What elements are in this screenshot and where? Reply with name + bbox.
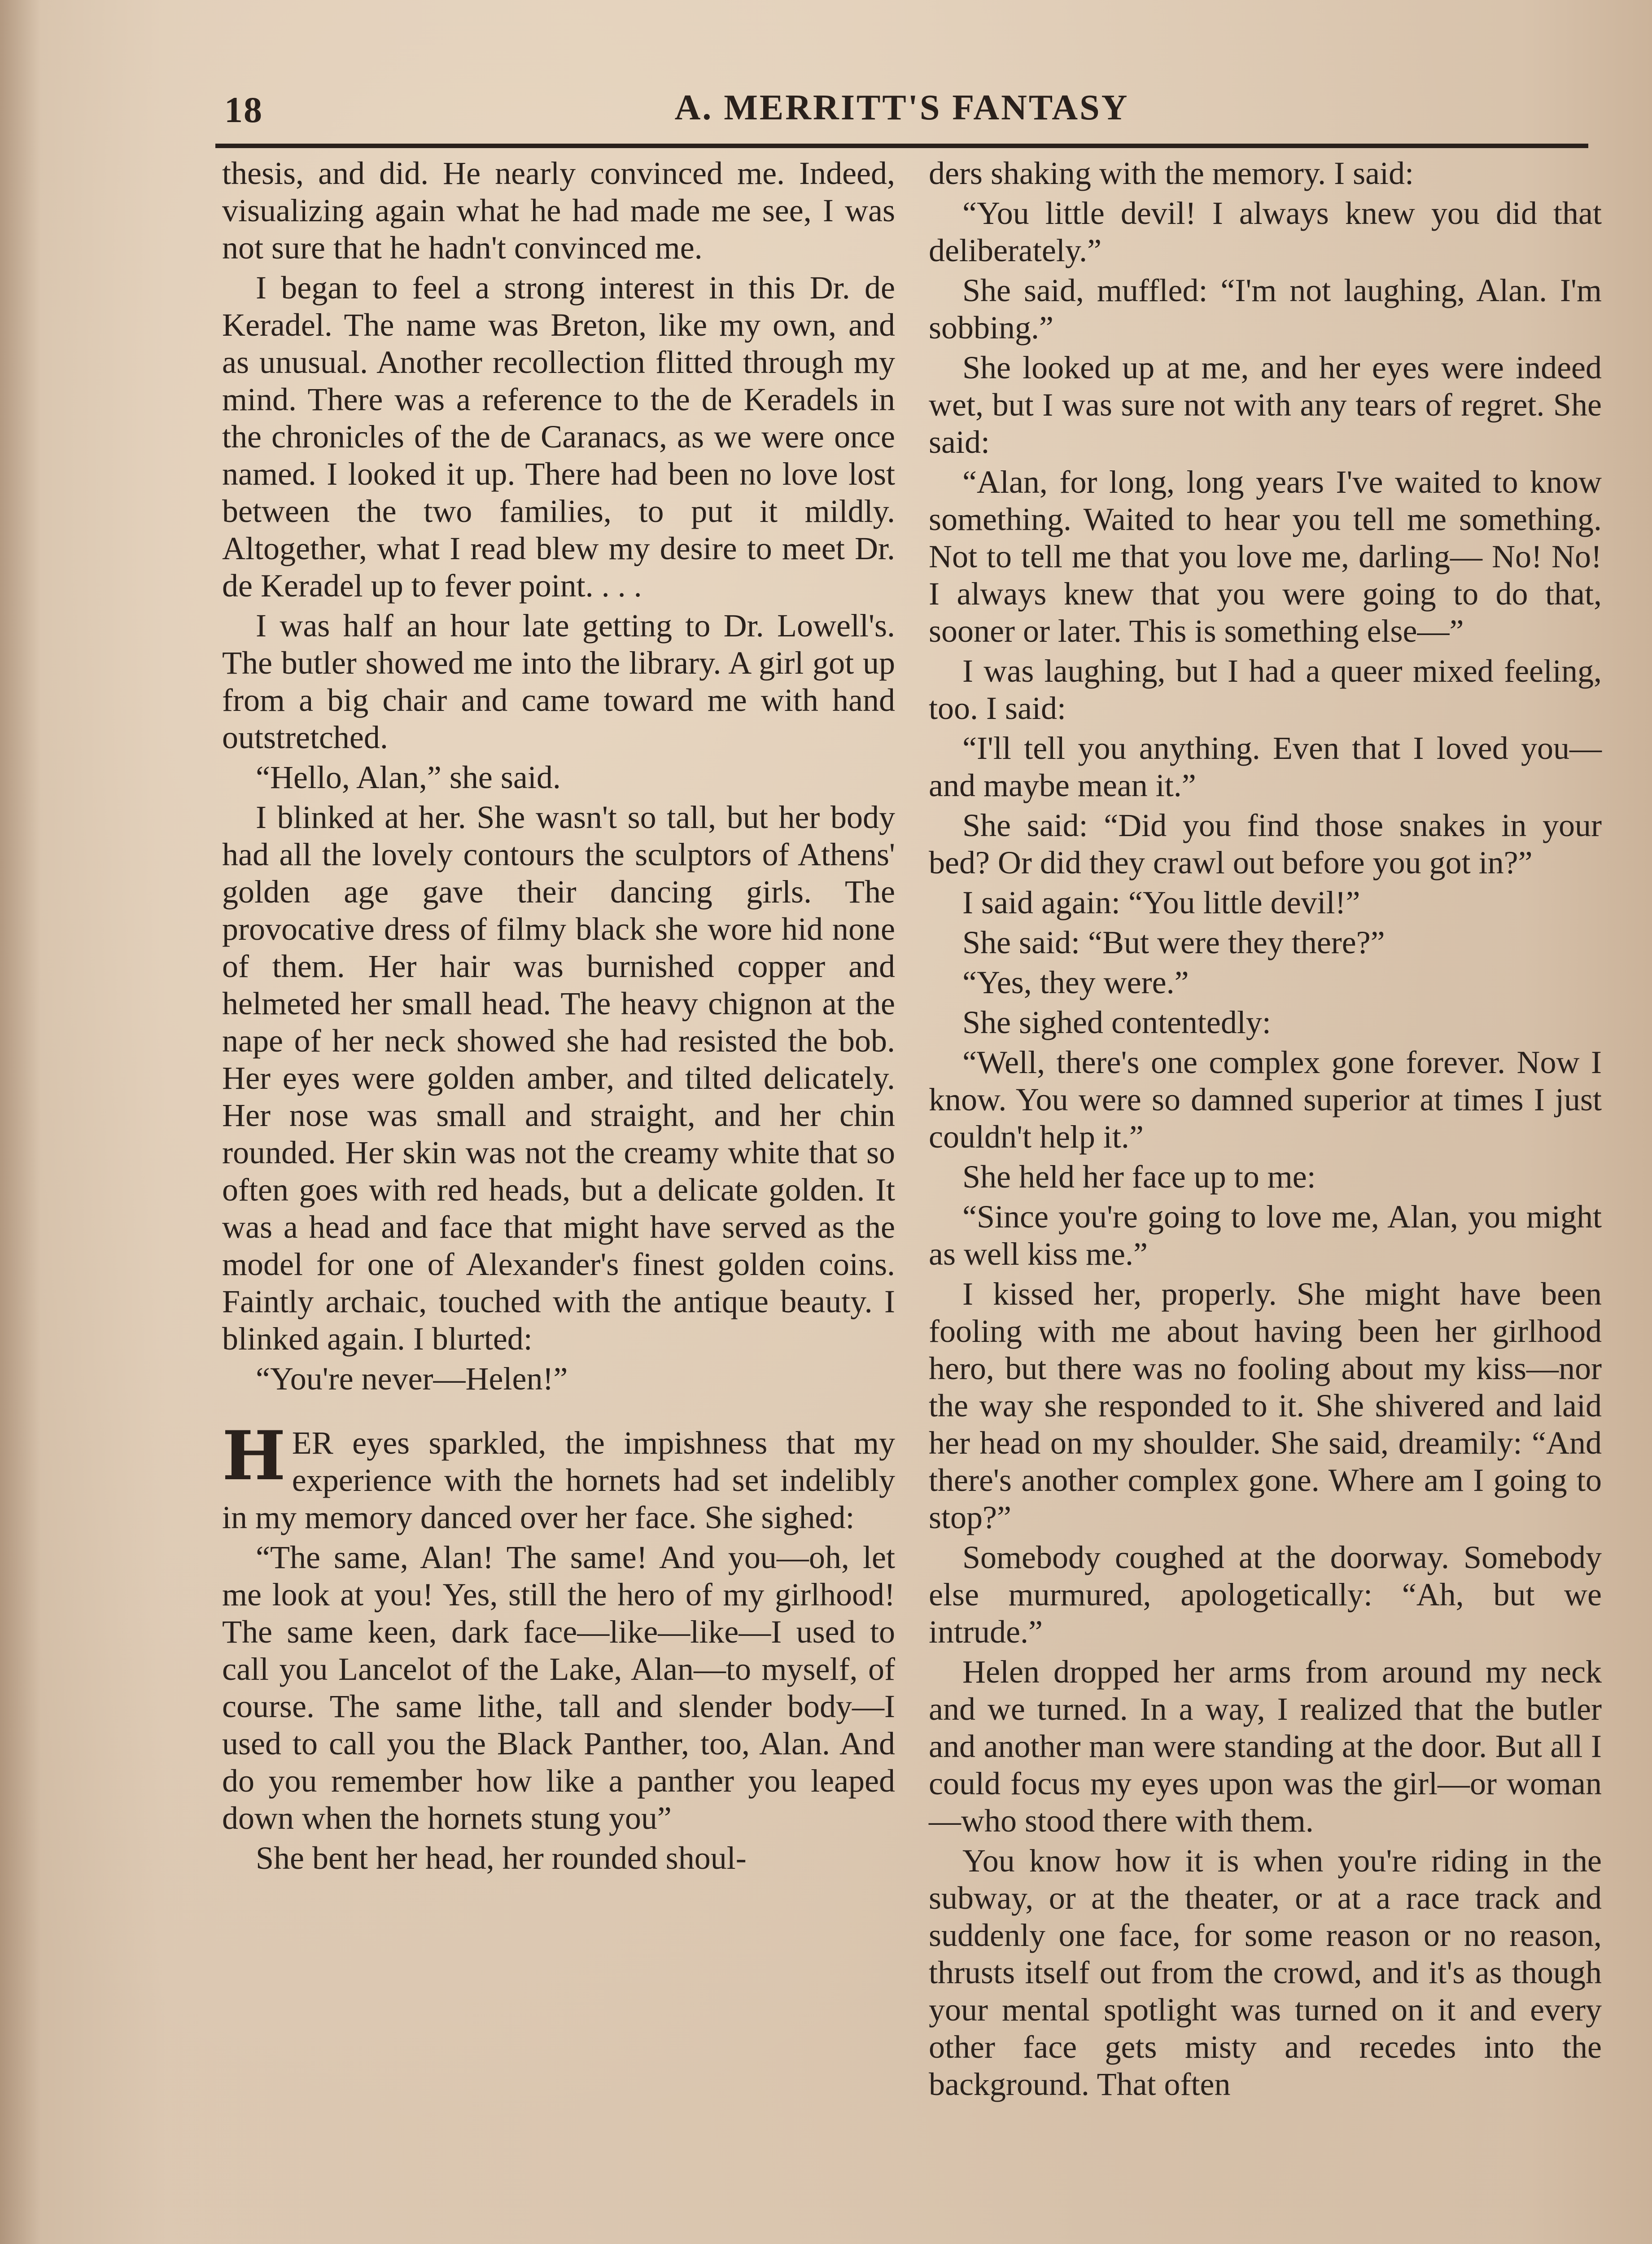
paragraph: “Yes, they were.” — [962, 964, 1189, 1000]
paragraph: “The same, Alan! The same! And you—oh, let me look at you! Yes, still the hero of my girlhood! The same keen, dark face—like—like—I used to call you Lancelot of the Lake, Alan—to myself, of course. The same lithe, tall and slender body—I used to call you the Black Panther, too, Alan. And do you remember how like a panther you leaped down when the hornets stung you” — [222, 1539, 895, 1836]
right-column — [929, 155, 1602, 2106]
paragraph: She sighed contentedly: — [962, 1004, 1271, 1040]
paragraph: I kissed her, properly. She might have been fooling with me about having been her girlhood hero, but there was no fooling about my kiss—nor the way she responded to it. She shivered and laid her head on my shoulder. She said, dreamily: “And there's another complex gone. Where am I going to stop?” — [929, 1276, 1602, 1535]
paragraph: “Alan, for long, long years I've waited to know something. Waited to hear you tell me something. Not to tell me that you love me, darling— No! No! I always knew that you were going to do that, sooner or later. This is something else—” — [929, 464, 1602, 649]
dropcap-paragraph — [222, 1416, 895, 1536]
paragraph: She held her face up to me: — [962, 1159, 1316, 1195]
paragraph: She looked up at me, and her eyes were indeed wet, but I was sure not with any tears of regret. She said: — [929, 350, 1602, 460]
paragraph: “Well, there's one complex gone forever. Now I know. You were so damned superior at times I just couldn't help it.” — [929, 1044, 1602, 1155]
page-header — [215, 85, 1588, 148]
paragraph: Somebody coughed at the doorway. Somebody else murmured, apologetically: “Ah, but we intrude.” — [929, 1539, 1602, 1650]
paragraph: “I'll tell you anything. Even that I loved you—and maybe mean it.” — [929, 730, 1602, 803]
paragraph: She bent her head, her rounded shoul- — [256, 1840, 747, 1876]
paragraph: I was half an hour late getting to Dr. Lowell's. The butler showed me into the library. A girl got up from a big chair and came toward me with hand outstretched. — [222, 608, 895, 755]
paragraph: She said: “But were they there?” — [962, 925, 1385, 960]
paragraph: You know how it is when you're riding in the subway, or at the theater, or at a race track and suddenly one face, for some reason or no reason, thrusts itself out from the crowd, and it's as though your mental spotlight was turned on it and every other face gets misty and recedes into the background. That often — [929, 1843, 1602, 2102]
paragraph: I blinked at her. She wasn't so tall, but her body had all the lovely contours the sculptors of Athens' golden age gave their dancing girls. The provocative dress of filmy black she wore hid none of them. Her hair was burnished copper and helmeted her small head. The heavy chignon at the nape of her neck showed she had resisted the bob. Her eyes were golden amber, and tilted delicately. Her nose was small and straight, and her chin rounded. Her skin was not the creamy white that so often goes with red heads, but a delicate golden. It was a head and face that might have served as the model for one of Alexander's finest golden coins. Faintly archaic, touched with the antique beauty. I blinked again. I blurted: — [222, 799, 895, 1357]
paragraph: “Hello, Alan,” she said. — [256, 759, 561, 795]
paragraph: ders shaking with the memory. I said: — [929, 155, 1414, 191]
paragraph: “You little devil! I always knew you did that deliberately.” — [929, 195, 1602, 268]
binding-shadow — [0, 0, 40, 2244]
dropcap-letter: H — [222, 1416, 286, 1495]
paragraph: I was laughing, but I had a queer mixed feeling, too. I said: — [929, 653, 1602, 726]
left-column — [222, 155, 895, 1880]
paragraph: She said: “Did you find those snakes in your bed? Or did they crawl out before you got in?” — [929, 807, 1602, 881]
dropcap-text: ER eyes sparkled, the impishness that my experience with the hornets had set indelibly in my memory danced over her face. She sighed: — [222, 1425, 895, 1535]
paragraph: She said, muffled: “I'm not laughing, Alan. I'm sobbing.” — [929, 272, 1602, 346]
magazine-title: A. MERRITT'S FANTASY — [674, 88, 1129, 127]
paragraph: I said again: “You little devil!” — [962, 885, 1360, 920]
page-number: 18 — [224, 89, 263, 130]
paragraph: “You're never—Helen!” — [256, 1361, 568, 1397]
paragraph: “Since you're going to love me, Alan, you might as well kiss me.” — [929, 1199, 1602, 1272]
paragraph: Helen dropped her arms from around my neck and we turned. In a way, I realized that the butler and another man were standing at the door. But all I could focus my eyes upon was the girl—or woman—who stood there with them. — [929, 1654, 1602, 1839]
paragraph: thesis, and did. He nearly convinced me. Indeed, visualizing again what he had made me see, I was not sure that he hadn't convinced me. — [222, 155, 895, 266]
paragraph: I began to feel a strong interest in this Dr. de Keradel. The name was Breton, like my own, and as unusual. Another recollection flitted through my mind. There was a reference to the de Keradels in the chronicles of the de Caranacs, as we were once named. I looked it up. There had been no love lost between the two families, to put it mildly. Altogether, what I read blew my desire to meet Dr. de Keradel up to fever point. . . . — [222, 270, 895, 604]
